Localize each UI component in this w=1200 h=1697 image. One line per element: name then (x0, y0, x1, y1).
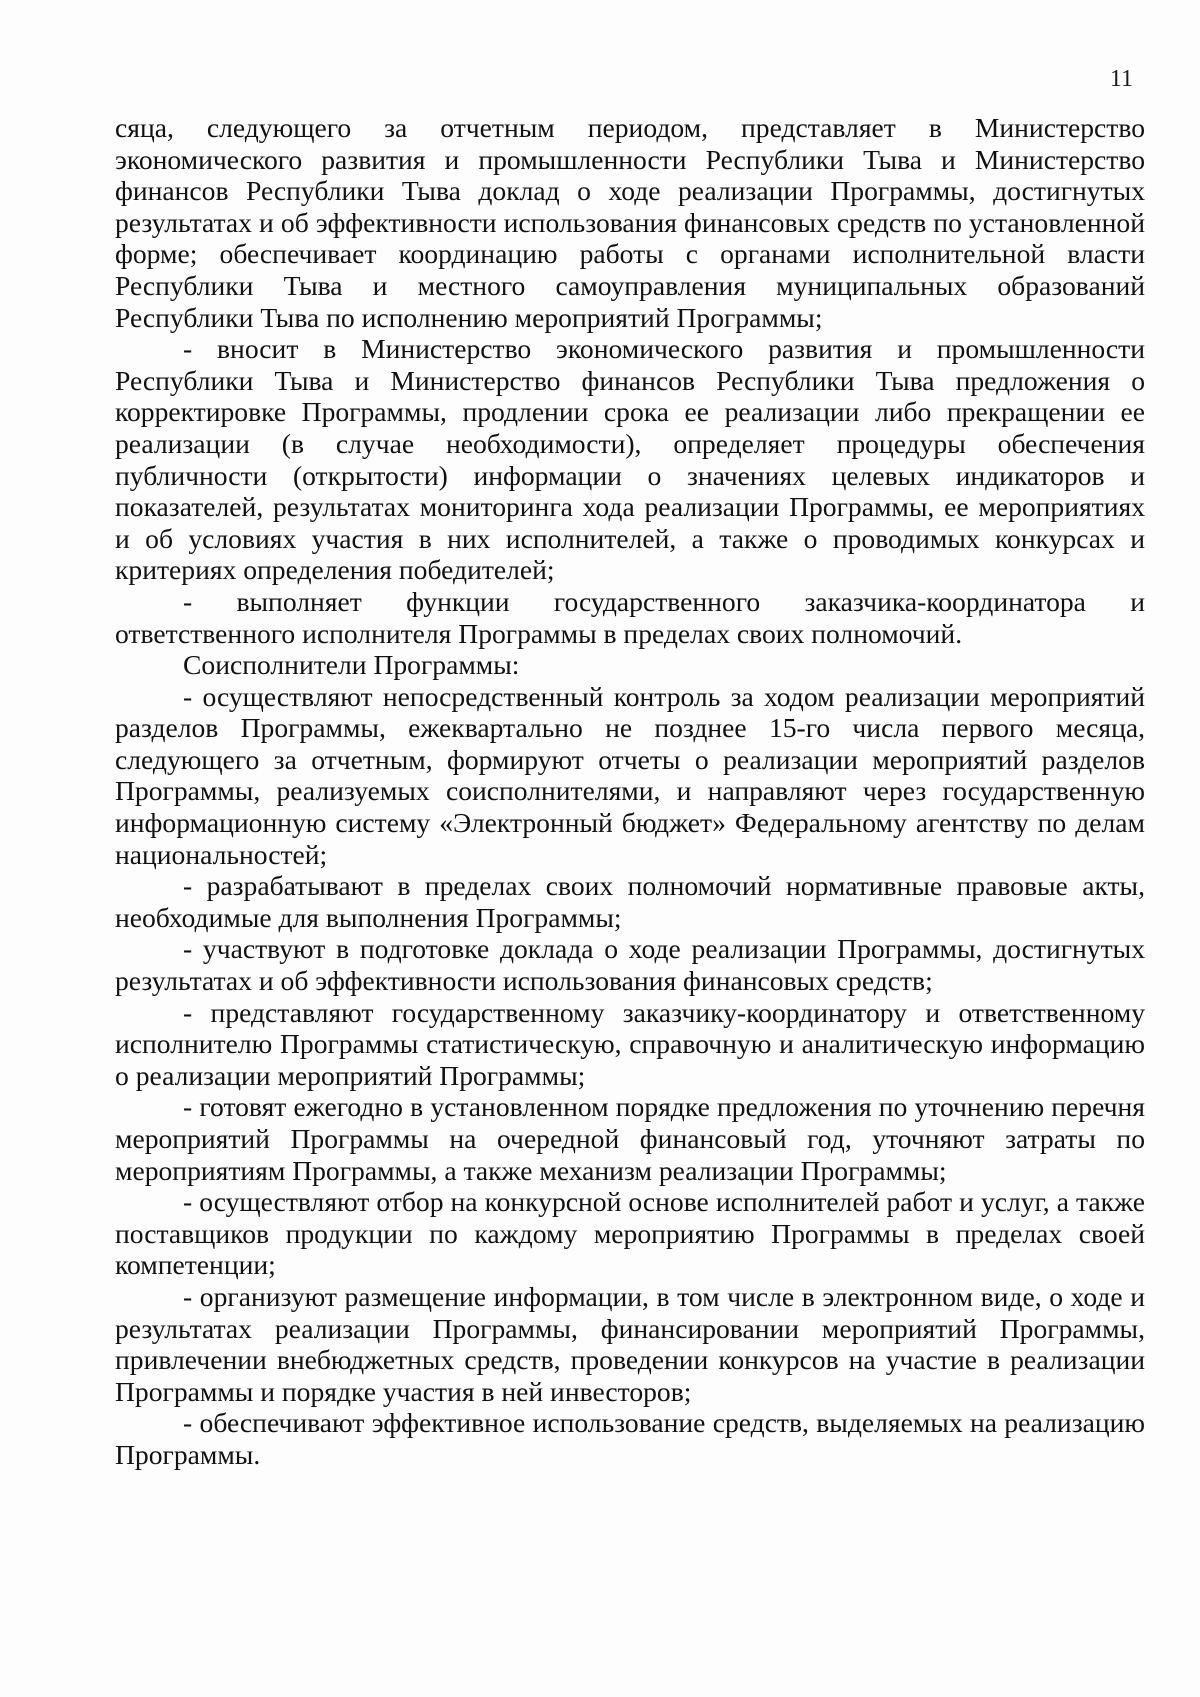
paragraph: - организуют размещение информации, в том числе в электронном виде, о ходе и результатах реализации Программы, финансировании мероприятий Программы, привлечении внебюджетных средств, проведении конкурсов на участие в реализации Программы и порядке участия в ней инвесторов; (115, 1280, 1145, 1407)
paragraph: - разрабатывают в пределах своих полномочий нормативные правовые акты, необходимые для выполнения Программы; (115, 870, 1145, 933)
paragraph: - вносит в Министерство экономического развития и промышленности Республики Тыва и Министерство финансов Республики Тыва предложения о корректировке Программы, продлении срока ее реализации либо прекращении ее реализации (в случае необходимости), определяет процедуры обеспечения публичности (открытости) информации о значениях целевых индикаторов и показателей, результатах мониторинга хода реализации Программы, ее мероприятиях и об условиях участия в них исполнителей, а также о проводимых конкурсах и критериях определения победителей; (115, 333, 1145, 586)
paragraph: сяца, следующего за отчетным периодом, представляет в Министерство экономического развития и промышленности Республики Тыва и Министерство финансов Республики Тыва доклад о ходе реализации Программы, достигнутых результатах и об эффективности использования финансовых средств по установленной форме; обеспечивает координацию работы с органами исполнительной власти Республики Тыва и местного самоуправления муниципальных образований Республики Тыва по исполнению мероприятий Программы; (115, 112, 1145, 333)
paragraph: - выполняет функции государственного заказчика-координатора и ответственного исполнителя Программы в пределах своих полномочий. (115, 585, 1145, 649)
page-number: 11 (1109, 66, 1133, 92)
paragraph: - представляют государственному заказчику-координатору и ответственному исполнителю Программы статистическую, справочную и аналитическую информацию о реализации мероприятий Программы; (115, 996, 1145, 1091)
paragraph: - обеспечивают эффективное использование средств, выделяемых на реализацию Программы. (115, 1407, 1145, 1470)
paragraph: - готовят ежегодно в установленном порядке предложения по уточнению перечня мероприятий Программы на очередной финансовый год, уточняют затраты по мероприятиям Программы, а также механизм реализации Программы; (115, 1091, 1145, 1186)
paragraph: Соисполнители Программы: (183, 649, 520, 681)
paragraph: - осуществляют отбор на конкурсной основе исполнителей работ и услуг, а также поставщиков продукции по каждому мероприятию Программы в пределах своей компетенции; (115, 1186, 1145, 1281)
paragraph: - участвуют в подготовке доклада о ходе реализации Программы, достигнутых результатах и об эффективности использования финансовых средств; (115, 933, 1145, 997)
document-body (115, 112, 1145, 1471)
paragraph: - осуществляют непосредственный контроль за ходом реализации мероприятий разделов Программы, ежеквартально не позднее 15-го числа первого месяца, следующего за отчетным, формируют отчеты о реализации мероприятий разделов Программы, реализуемых соисполнителями, и направляют через государственную информационную систему «Электронный бюджет» Федеральному агентству по делам национальностей; (115, 680, 1145, 870)
